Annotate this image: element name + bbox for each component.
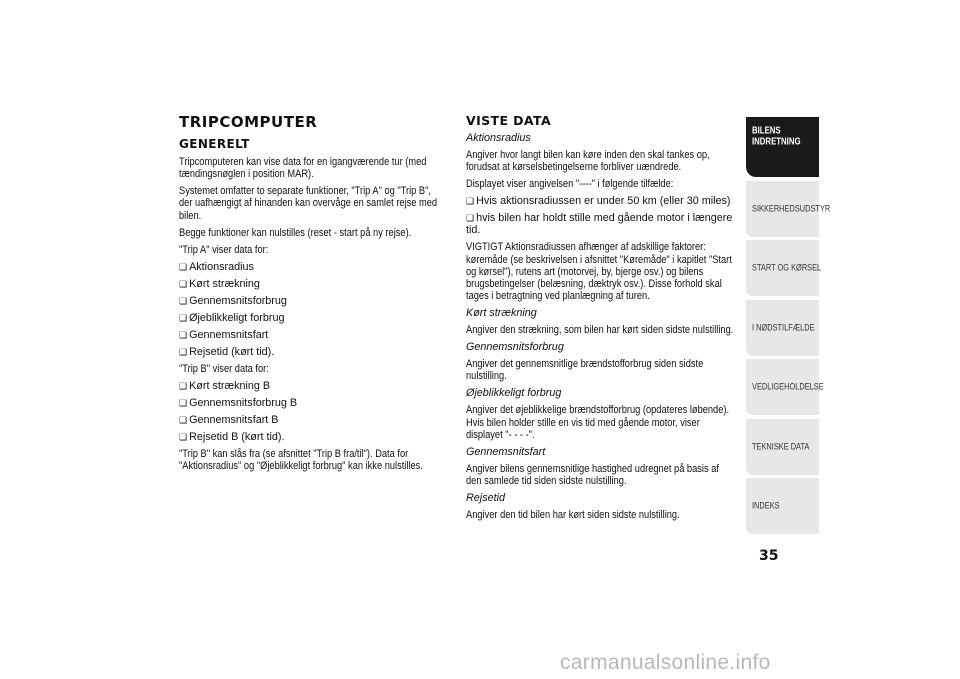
paragraph-rejsetid: Angiver den tid bilen har kørt siden sidste nulstilling. [466, 509, 680, 522]
list-item: ❏ Hvis aktionsradiussen er under 50 km (eller 30 miles) [466, 195, 736, 207]
list-item: ❏ Gennemsnitsforbrug [179, 295, 441, 307]
paragraph-gennemsnitsfart: Angiver bilens gennemsnitlige hastighed udregnet på basis af den samlede tid siden sidste nulstilling. [466, 462, 719, 488]
list-item: ❏ Kørt strækning B [179, 380, 441, 392]
tab-vedligeholdelse[interactable]: VEDLIGEHOLDELSE [746, 359, 819, 415]
subsection-title-generelt: GENERELT [179, 137, 250, 151]
heading-gennemsnitsfart: Gennemsnitsfart [466, 445, 546, 458]
paragraph-trip-b-intro: "Trip B" viser data for: [179, 362, 269, 375]
heading-gennemsnitsforbrug: Gennemsnitsforbrug [466, 341, 564, 354]
left-column [179, 113, 441, 477]
paragraph-functions: Systemet omfatter to separate funktioner, "Trip A" og "Trip B", der uafhængigt af hinanden kan overvåge en samlet rejse med bilen. [179, 185, 438, 222]
paragraph-aktionsradius: Angiver hvor langt bilen kan køre inden den skal tankes op, forudsat at kørselsbetingelserne forbliver uændrede. [466, 149, 710, 174]
paragraph-ojeblikkeligt-forbrug: Angiver det øjeblikkelige brændstofforbrug (opdateres løbende). Hvis bilen holder stille en vis tid med gående motor, viser displayet "- - - -". [466, 404, 730, 441]
tab-indeks[interactable]: INDEKS [746, 478, 819, 534]
heading-aktionsradius: Aktionsradius [466, 132, 531, 144]
paragraph-gennemsnitsforbrug: Angiver det gennemsnitlige brændstofforbrug siden sidste nulstilling. [466, 358, 704, 383]
list-item: ❏ Aktionsradius [179, 261, 441, 273]
heading-rejsetid: Rejsetid [466, 492, 506, 505]
paragraph-display: Displayet viser angivelsen "----" i følgende tilfælde: [466, 178, 674, 191]
tab-bilens-indretning[interactable]: BILENS INDRETNING [746, 117, 819, 177]
list-item: ❏ Gennemsnitsfart [179, 329, 441, 341]
list-item: ❏ Rejsetid B (kørt tid). [179, 431, 441, 443]
heading-kort-straekning: Kørt strækning [466, 307, 537, 320]
paragraph-closing: "Trip B" kan slås fra (se afsnittet "Trip B fra/til"). Data for "Aktionsradius" og "Øjeblikkeligt forbrug" kan ikke nulstilles. [179, 447, 423, 472]
paragraph-trip-a-intro: "Trip A" viser data for: [179, 243, 269, 256]
page-number: 35 [759, 548, 779, 564]
section-title-tripcomputer: TRIPCOMPUTER [179, 113, 318, 131]
list-item: ❏ Øjeblikkeligt forbrug [179, 312, 441, 324]
tab-i-nodstilfaelde[interactable]: I NØDSTILFÆLDE [746, 300, 819, 356]
paragraph-important: VIGTIGT Aktionsradiussen afhænger af adskillige faktorer: køremåde (se beskrivelsen i afsnittet "Køremåde" i kapitlet "Start og kørsel"), rutens art (motorvej, by, bjerge osv.) og bilens brugsbetingelser (belæsning, dæktryk osv.). Disse forhold skal tages i betragtning ved planlægning af turen. [466, 241, 732, 303]
paragraph-reset: Begge funktioner kan nulstilles (reset - start på ny rejse). [179, 226, 412, 239]
list-item: ❏ Gennemsnitsfart B [179, 414, 441, 426]
tab-start-og-korsel[interactable]: START OG KØRSEL [746, 240, 819, 296]
tab-tekniske-data[interactable]: TEKNISKE DATA [746, 419, 819, 475]
paragraph-intro: Tripcomputeren kan vise data for en igangværende tur (med tændingsnøglen i position MAR). [179, 156, 427, 181]
tab-sikkerhedsudstyr[interactable]: SIKKERHEDSUDSTYR [746, 181, 819, 237]
section-title-viste-data: VISTE DATA [466, 113, 552, 128]
watermark: carmanualsonline.info [560, 651, 771, 674]
paragraph-kort-straekning: Angiver den strækning, som bilen har kørt siden sidste nulstilling. [466, 324, 734, 337]
chapter-tabs [746, 117, 831, 538]
list-item: ❏ Gennemsnitsforbrug B [179, 397, 441, 409]
list-item: ❏ hvis bilen har holdt stille med gående motor i længere tid. [466, 212, 736, 236]
heading-ojeblikkeligt-forbrug: Øjeblikkeligt forbrug [466, 387, 562, 400]
right-column [466, 113, 736, 526]
list-item: ❏ Kørt strækning [179, 278, 441, 290]
list-item: ❏ Rejsetid (kørt tid). [179, 346, 441, 358]
